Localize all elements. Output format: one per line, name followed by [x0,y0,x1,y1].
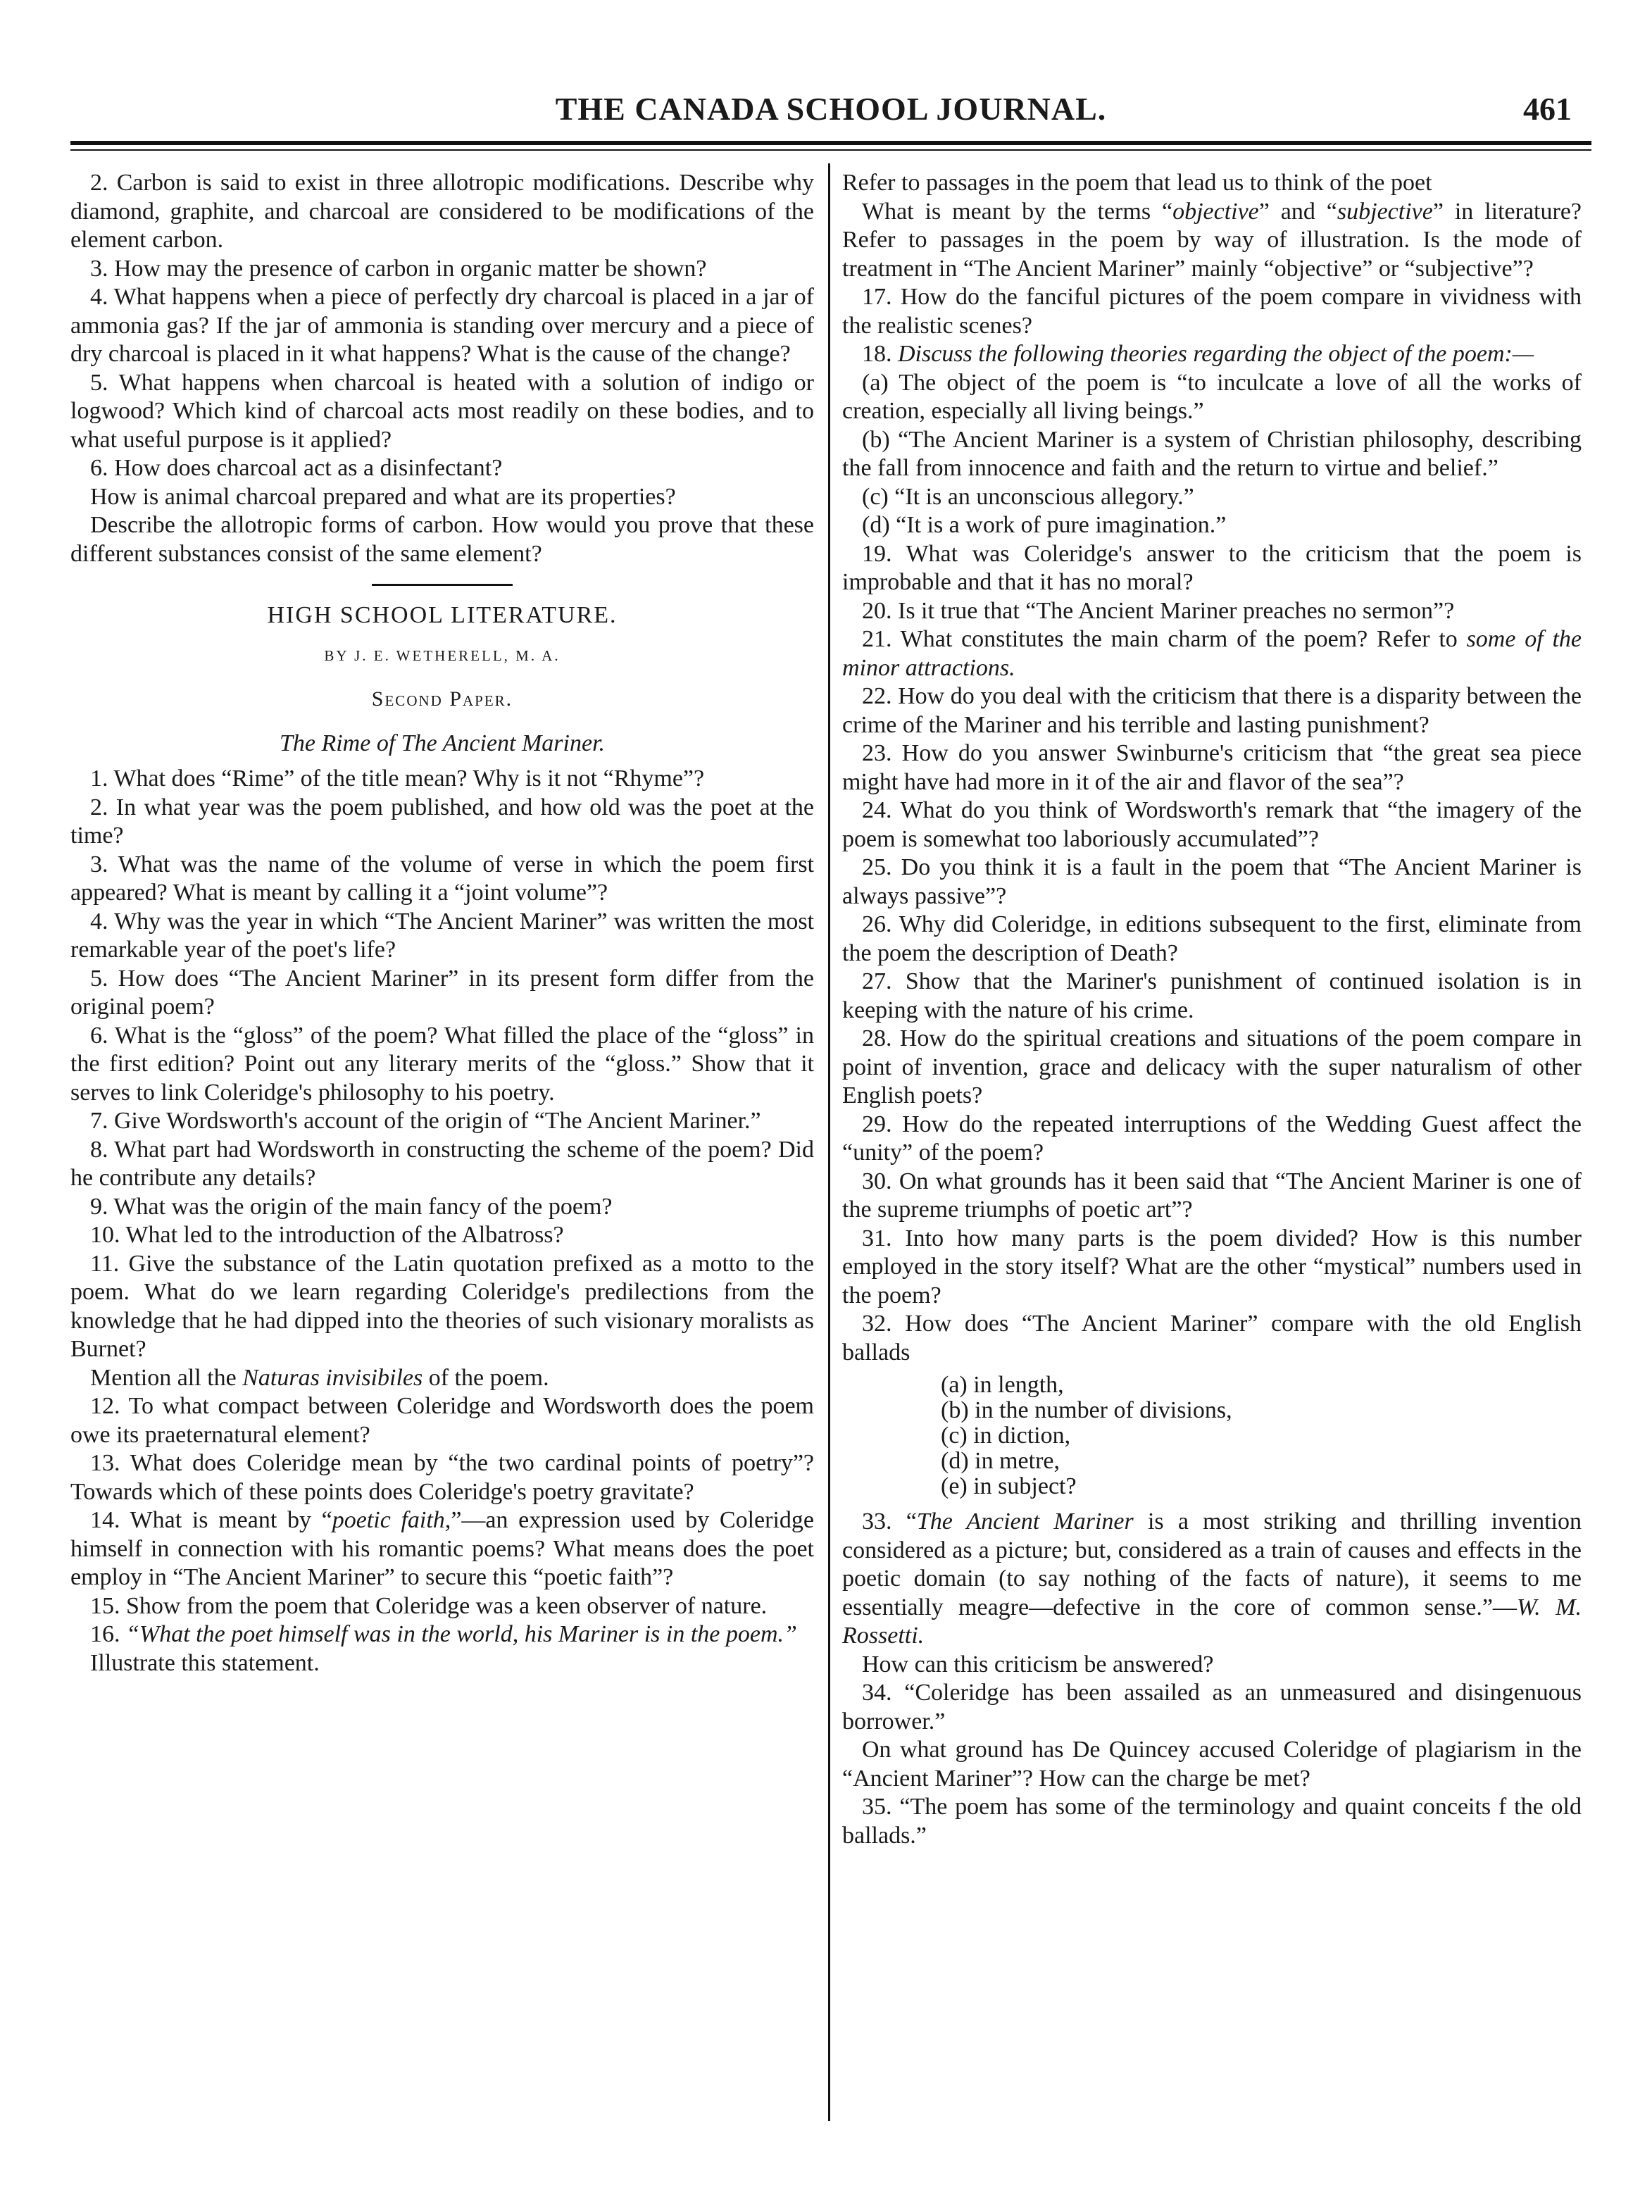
text-run: of the poem. [423,1364,549,1391]
column-divider [828,163,830,2121]
question [842,340,1582,369]
question: 32. How does “The Ancient Mariner” compare with the old English ballads [842,1311,1582,1366]
text-run: 14. What is meant by “ [90,1507,332,1533]
question: 1. What does “Rime” of the title mean? Why is it not “Rhyme”? [90,766,705,792]
question: 12. To what compact between Coleridge and Wordsworth does the poem owe its praeternatural element? [70,1393,814,1448]
question-part: (c) “It is an unconscious allegory.” [862,483,1194,510]
header-rule-thin [70,149,1591,151]
question [842,1508,1582,1651]
list-item: (b) in the number of divisions, [941,1397,1232,1423]
question-part: (b) “The Ancient Mariner is a system of Christian philosophy, describing the fall from innocence and faith and the return to virtue and belief.” [842,426,1582,481]
emphasis: Naturas invisibiles [242,1364,423,1391]
question: 29. How do the repeated interruptions of the Wedding Guest affect the “unity” of the poem? [842,1111,1582,1166]
question: 24. What do you think of Wordsworth's remark that “the imagery of the poem is somewhat too laboriously accumulated”? [842,797,1582,852]
question [70,1620,814,1649]
poem-subtitle: The Rime of The Ancient Mariner. [279,730,606,756]
text-run: ” in literature? Refer to passages in the poem by way of illustration. Is the mode of treatment in “The Ancient Mariner” mainly “objective” or “subjective”? [842,198,1582,282]
list-item: (e) in subject? [941,1473,1077,1499]
text-run: 16. [90,1621,126,1647]
question: Illustrate this statement. [90,1649,320,1676]
question: 27. Show that the Mariner's punishment of continued isolation is in keeping with the nature of his crime. [842,968,1582,1023]
ballad-comparison-list [941,1373,1582,1499]
question: 17. How do the fanciful pictures of the poem compare in vividness with the realistic scenes? [842,284,1582,339]
emphasis: Discuss the following theories regarding the object of the poem:— [898,341,1534,367]
text-run: 33. “ [862,1508,917,1535]
section-divider [372,584,513,586]
header-rule-thick [70,141,1591,145]
carbon-question: 4. What happens when a piece of perfectly dry charcoal is placed in a jar of ammonia gas? If the jar of ammonia is standing over mercury and a piece of dry charcoal is placed in it what happens? What is the cause of the change? [70,284,814,367]
question: 23. How do you answer Swinburne's criticism that “the great sea piece might have had more in it of the air and flavor of the sea”? [842,740,1582,795]
question: 26. Why did Coleridge, in editions subsequent to the first, eliminate from the poem the description of Death? [842,911,1582,966]
list-item: (a) in length, [941,1372,1064,1398]
question: 34. “Coleridge has been assailed as an unmeasured and disingenuous borrower.” [842,1680,1582,1735]
carbon-question: 5. What happens when charcoal is heated with a solution of indigo or logwood? Which kind of charcoal acts most readily on these bodies, and to what useful purpose is it applied? [70,369,814,453]
question: On what ground has De Quincey accused Coleridge of plagiarism in the “Ancient Mariner”? How can the charge be met? [842,1737,1582,1792]
byline: BY J. E. WETHERELL, M. A. [324,646,561,664]
question: 15. Show from the poem that Coleridge was a keen observer of nature. [90,1592,768,1619]
question: 13. What does Coleridge mean by “the two cardinal points of poetry”? Towards which of these points does Coleridge's poetry gravitate? [70,1450,814,1505]
emphasis: subjective [1337,198,1433,225]
text-run: 21. What constitutes the main charm of the poem? Refer to [862,626,1467,652]
emphasis: “What the poet himself was in the world, his Mariner is in the poem.” [126,1621,797,1647]
left-column [70,169,814,1677]
question: 20. Is it true that “The Ancient Mariner preaches no sermon”? [862,597,1455,624]
carbon-question: 3. How may the presence of carbon in organic matter be shown? [90,255,707,282]
text-run: What is meant by the terms “ [862,198,1173,225]
question: 19. What was Coleridge's answer to the criticism that the poem is improbable and that it has no moral? [842,540,1582,595]
question: 25. Do you think it is a fault in the poem that “The Ancient Mariner is always passive”? [842,854,1582,909]
question: 3. What was the name of the volume of verse in which the poem first appeared? What is meant by calling it a “joint volume”? [70,851,814,906]
paper-title: Second Paper. [371,687,513,711]
question [70,1506,814,1592]
emphasis: The Ancient Mariner [916,1508,1134,1535]
question: 10. What led to the introduction of the Albatross? [90,1222,564,1248]
question: 35. “The poem has some of the terminology and quaint conceits f the old ballads.” [842,1794,1582,1849]
carbon-question: 2. Carbon is said to exist in three allotropic modifications. Describe why diamond, graphite, and charcoal are considered to be modifications of the element carbon. [70,170,814,253]
page-header [70,90,1591,135]
question [70,1364,814,1393]
carbon-question: How is animal charcoal prepared and what are its properties? [90,483,676,510]
right-column [842,169,1582,1850]
journal-title: THE CANADA SCHOOL JOURNAL. [555,91,1107,127]
question: 30. On what grounds has it been said that “The Ancient Mariner is one of the supreme triumphs of poetic art”? [842,1168,1582,1223]
question: 28. How do the spiritual creations and situations of the poem compare in point of invention, grace and delicacy with the super naturalism of other English poets? [842,1025,1582,1108]
list-item: (c) in diction, [941,1423,1071,1449]
emphasis: W. M. Rossetti. [842,1594,1582,1649]
carbon-question: 6. How does charcoal act as a disinfectant? [90,455,503,481]
question [842,625,1582,682]
list-item: (d) in metre, [941,1448,1060,1474]
emphasis: some of the minor attractions. [842,626,1582,681]
emphasis: poetic faith, [332,1507,451,1533]
question-part: (d) “It is a work of pure imagination.” [862,512,1227,538]
question: 5. How does “The Ancient Mariner” in its present form differ from the original poem? [70,965,814,1020]
text-run: is a most striking and thrilling invention considered as a picture; but, considered as a train of causes and effects in the poetic domain (to say nothing of the facts of nature), it seems to me essentially meagre—defective in the core of common sense.”— [842,1508,1582,1620]
text-run: Mention all the [90,1364,243,1391]
question [842,198,1582,284]
question: 8. What part had Wordsworth in constructing the scheme of the poem? Did he contribute any details? [70,1136,814,1191]
section-title: HIGH SCHOOL LITERATURE. [267,602,618,628]
question: 7. Give Wordsworth's account of the origin of “The Ancient Mariner.” [90,1108,761,1134]
question: How can this criticism be answered? [862,1651,1214,1677]
text-run: ”—an expression used by Coleridge himself in connection with his romantic poems? What means does the poet employ in “The Ancient Mariner” to secure this “poetic faith”? [70,1507,814,1590]
question: 6. What is the “gloss” of the poem? What filled the place of the “gloss” in the first edition? Point out any literary merits of the “gloss.” Show that it serves to link Coleridge's philosophy to his poetry. [70,1022,814,1106]
text-run: ” and “ [1258,198,1337,225]
question-continued: Refer to passages in the poem that lead us to think of the poet [842,170,1432,196]
question: 22. How do you deal with the criticism that there is a disparity between the crime of the Mariner and his terrible and lasting punishment? [842,683,1582,738]
question: 2. In what year was the poem published, and how old was the poet at the time? [70,794,814,849]
page-number: 461 [1523,91,1572,127]
question-part: (a) The object of the poem is “to inculcate a love of all the works of creation, especially all living beings.” [842,369,1582,424]
question: 4. Why was the year in which “The Ancient Mariner” was written the most remarkable year of the poet's life? [70,908,814,963]
carbon-question: Describe the allotropic forms of carbon. How would you prove that these different substances consist of the same element? [70,512,814,567]
emphasis: objective [1172,198,1259,225]
text-run: 18. [862,341,898,367]
question: 31. Into how many parts is the poem divided? How is this number employed in the story itself? What are the other “mystical” numbers used in the poem? [842,1225,1582,1308]
question: 9. What was the origin of the main fancy of the poem? [90,1193,613,1220]
question: 11. Give the substance of the Latin quotation prefixed as a motto to the poem. What do we learn regarding Coleridge's predilections from the knowledge that he had dipped into the theories of such visionary moralists as Burnet? [70,1250,814,1362]
